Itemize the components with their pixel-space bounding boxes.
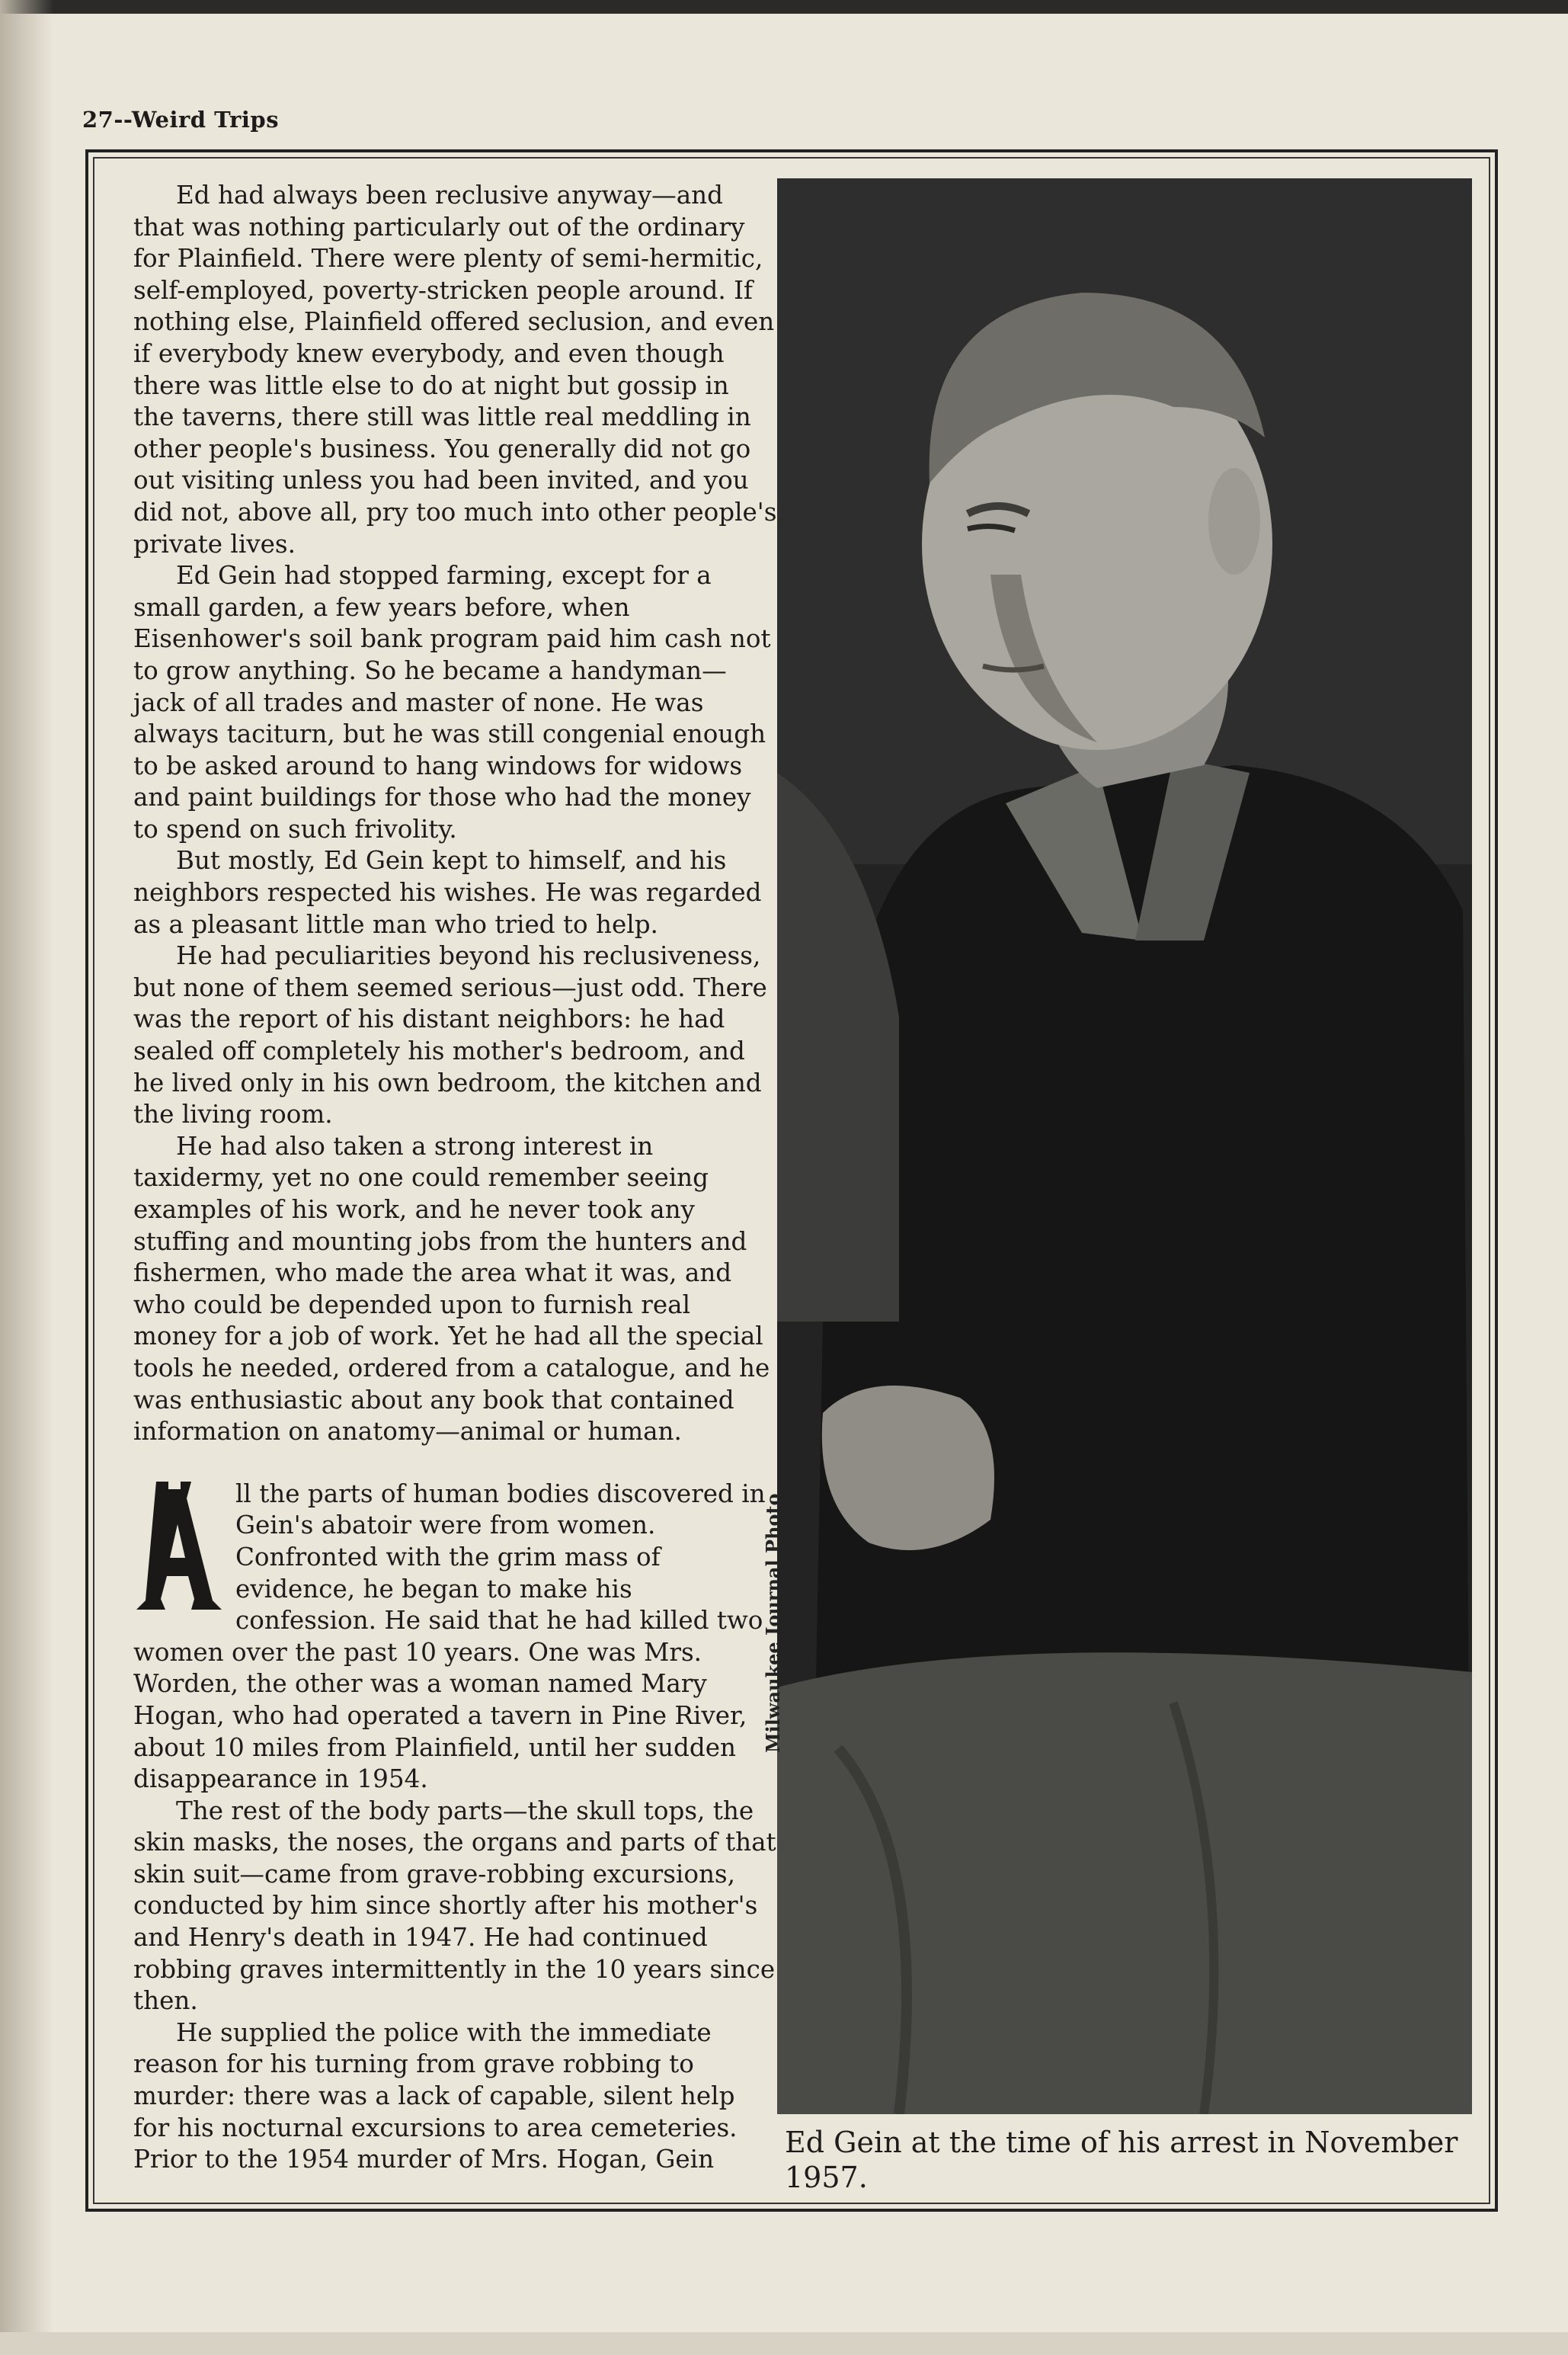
portrait-photo [777, 178, 1472, 2114]
paragraph-4: He had peculiarities beyond his reclusiveness, but none of them seemed serious—just odd. There was the report of his distant neighbors: he had sealed off completely his mother's bedroom, and he lived only in his own bedroom, the kitchen and the living room. [133, 941, 767, 1129]
paragraph-1: Ed had always been reclusive anyway—and that was nothing particularly out of the ordinary for Plainfield. There were plenty of semi-hermitic, self-employed, poverty-stricken people around. If nothing else, Plainfield offered seclusion, and even if everybody knew everybody, and even though there was little else to do at night but gossip in the taverns, there still was little real meddling in other people's business. You generally did not go out visiting unless you had been invited, and you did not, above all, pry too much into other people's private lives. [133, 181, 777, 559]
article-column [133, 180, 777, 2176]
photo-caption: Ed Gein at the time of his arrest in November 1957. [785, 2126, 1458, 2194]
paragraph-5: He had also taken a strong interest in taxidermy, yet no one could remember seeing examples of his work, and he never took any stuffing and mounting jobs from the hunters and fishermen, who made the area what it was, and who could be depended upon to furnish real money for a job of work. Yet he had all the special tools he needed, ordered from a catalogue, and he was enthusiastic about any book that contained information on anatomy—animal or human. [133, 1131, 770, 1447]
drop-cap-section [133, 1479, 777, 1796]
drop-cap-paragraph: ll the parts of human bodies discovered in Gein's abatoir were from women. Confronted with the grim mass of evidence, he began to make his confession. He said that he had killed two women over the past 10 years. One was Mrs. Worden, the other was a woman named Mary Hogan, who had operated a tavern in Pine River, about 10 miles from Plainfield, until her sudden disappearance in 1954. [133, 1479, 766, 1794]
running-head: 27--Weird Trips [82, 107, 280, 133]
paragraph-8: He supplied the police with the immediate reason for his turning from grave robbing to murder: there was a lack of capable, silent help for his nocturnal excursions to area cemeteries. Prior to the 1954 murder of Mrs. Hogan, Gein [133, 2017, 738, 2174]
drop-cap-letter [133, 1479, 223, 1614]
photo-credit: Milwaukee Journal Photo [762, 1493, 784, 1753]
paragraph-3: But mostly, Ed Gein kept to himself, and his neighbors respected his wishes. He was regarded as a pleasant little man who tried to help. [133, 846, 762, 939]
page-top-edge [0, 0, 1568, 14]
drop-letter-text: A [175, 1563, 181, 1572]
paragraph-2: Ed Gein had stopped farming, except for a small garden, a few years before, when Eisenhower's soil bank program paid him cash not to grow anything. So he became a handyman—jack of all trades and master of none. He was always taciturn, but he was still congenial enough to be asked around to hang windows for widows and paint buildings for those who had the money to spend on such frivolity. [133, 561, 771, 844]
page-bottom-edge [0, 2332, 1568, 2355]
paragraph-7: The rest of the body parts—the skull tops, the skin masks, the noses, the organs and parts of that skin suit—came from grave-robbing excursions, conducted by him since shortly after his mother's and Henry's death in 1947. He had continued robbing graves intermittently in the 10 years since then. [133, 1796, 776, 2016]
spine-shadow [0, 0, 53, 2355]
